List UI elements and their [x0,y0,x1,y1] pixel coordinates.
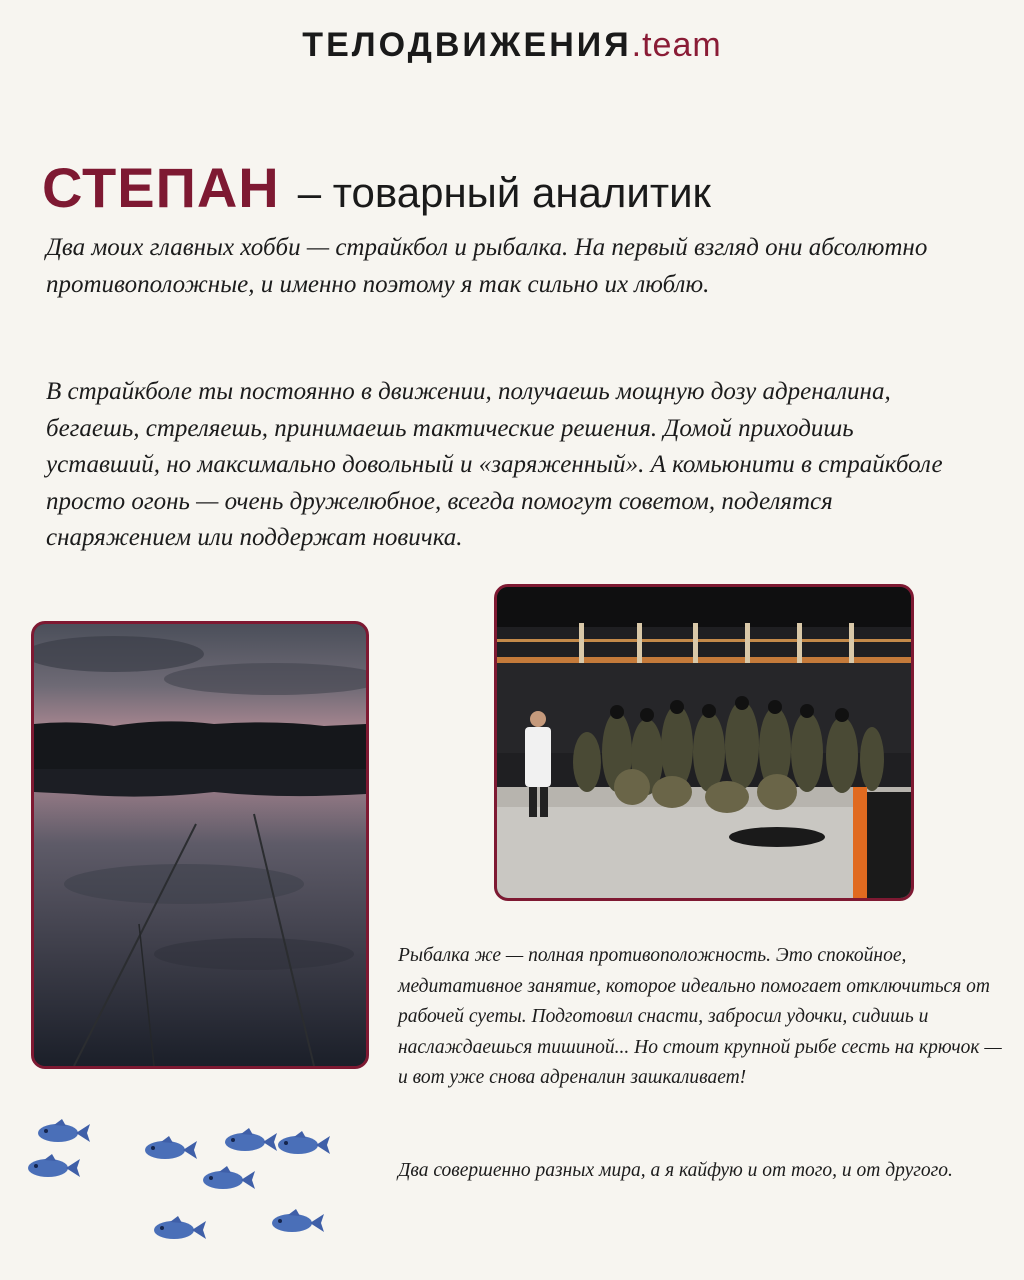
fish-icon [28,1154,80,1177]
fish-icon [154,1216,206,1239]
fish-icon [225,1128,277,1151]
brand-logo [0,26,1024,65]
logo-suffix: .team [631,26,722,64]
intro-paragraph-1: Два моих главных хобби — страйкбол и рыбалка. На первый взгляд они абсолютно противоположные, и именно поэтому я так сильно их люблю. [46,234,928,298]
fish-icon [272,1209,324,1232]
fish-icon [203,1166,255,1189]
fish-icon [145,1136,197,1159]
photo-airsoft-team [494,584,914,901]
person-name: СТЕПАН [42,156,280,219]
photo-fishing-lake [31,621,369,1069]
fish-decoration [0,1100,360,1260]
fish-icon [278,1131,330,1154]
person-role: – товарный аналитик [297,169,711,216]
page-title [42,155,711,220]
side-paragraph-1: Рыбалка же — полная противоположность. Это спокойное, медитативное занятие, которое идеально помогает отключиться от рабочей суеты. Подготовил снасти, забросил удочки, сидишь и наслаждаешься тишиной... Но стоит крупной рыбе сесть на крючок — и вот уже снова адреналин зашкаливает! [398,945,1002,1088]
side-paragraph-2: Два совершенно разных мира, а я кайфую и от того, и от другого. [398,1160,953,1181]
intro-paragraph-2: В страйкболе ты постоянно в движении, получаешь мощную дозу адреналина, бегаешь, стреляешь, принимаешь тактические решения. Домой приходишь уставший, но максимально довольный и «заряженный». А комьюнити в страйкболе просто огонь — очень дружелюбное, всегда помогут советом, поделятся снаряжением или поддержат новичка. [46,378,943,551]
logo-main: ТЕЛОДВИЖЕНИЯ [302,26,632,64]
fish-icon [38,1119,90,1142]
